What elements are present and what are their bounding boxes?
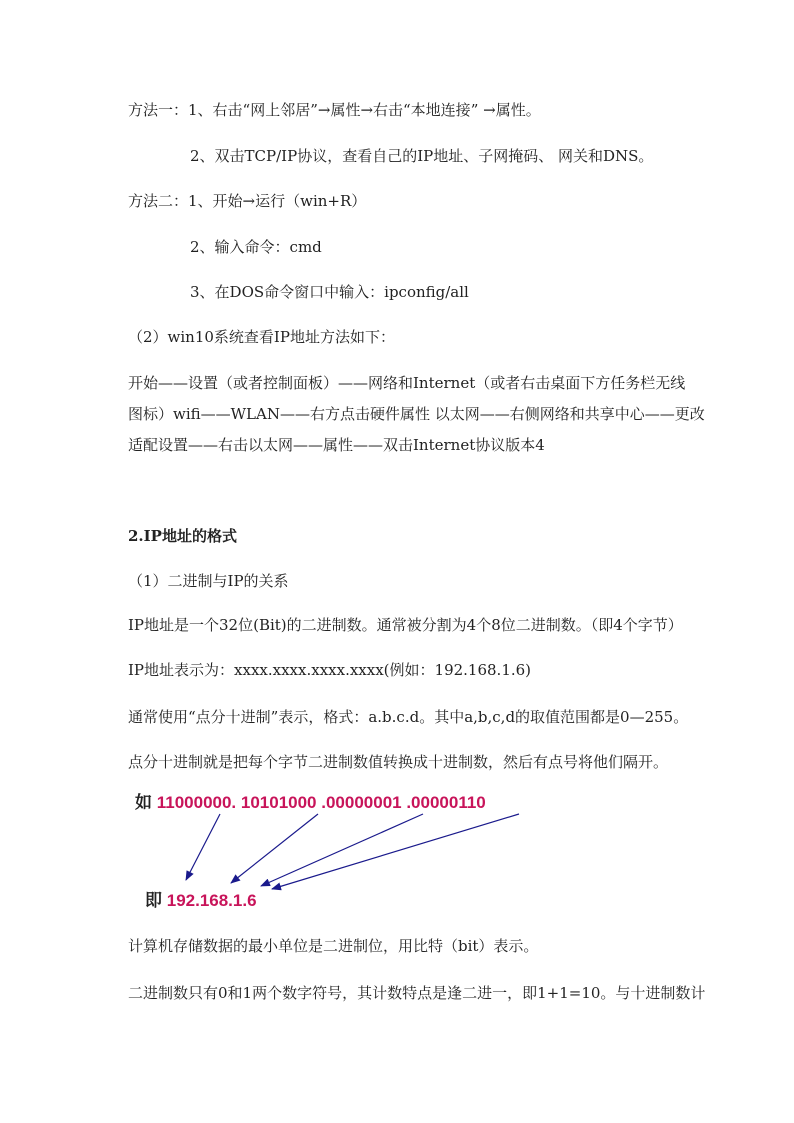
arrow-octet-2 (231, 814, 318, 883)
paragraph-ip-bits: IP地址是一个32位(Bit)的二进制数。通常被分割为4个8位二进制数。（即4个字节） (128, 616, 683, 634)
paragraph-binary-counting: 二进制数只有0和1两个数字符号，其计数特点是逢二进一，即1+1=10。与十进制数计 (128, 984, 706, 1002)
binary-example (135, 792, 486, 814)
win10-heading: （2）win10系统查看IP地址方法如下： (128, 328, 395, 346)
binary-example-label: 如 (135, 793, 152, 812)
decimal-example-label: 即 (145, 891, 162, 910)
section-subheading: （1）二进制与IP的关系 (128, 572, 289, 590)
method1-step1: 方法一：1、右击“网上邻居”→属性→右击“本地连接” →属性。 (128, 101, 541, 119)
paragraph-ip-format: IP地址表示为：xxxx.xxxx.xxxx.xxxx(例如：192.168.1.6) (128, 661, 532, 679)
method2-step1: 方法二：1、开始→运行（win+R） (128, 192, 367, 210)
win10-line2: 图标）wifi——WLAN——右方点击硬件属性 以太网——右侧网络和共享中心——更改 (128, 405, 705, 423)
method2-step2: 2、输入命令：cmd (190, 238, 322, 256)
decimal-example-value: 192.168.1.6 (166, 891, 257, 910)
arrow-octet-3 (261, 814, 423, 886)
win10-line1: 开始——设置（或者控制面板）——网络和Internet（或者右击桌面下方任务栏无线 (128, 374, 686, 392)
paragraph-dotted-decimal: 通常使用“点分十进制”表示，格式：a.b.c.d。其中a,b,c,d的取值范围都是0—255。 (128, 708, 689, 726)
binary-example-value: 11000000. 10101000 .00000001 .00000110 (156, 793, 486, 812)
method1-step2: 2、双击TCP/IP协议，查看自己的IP地址、子网掩码、 网关和DNS。 (190, 147, 654, 165)
method2-step3: 3、在DOS命令窗口中输入：ipconfig/all (190, 283, 469, 301)
decimal-example (145, 890, 257, 912)
win10-line3: 适配设置——右击以太网——属性——双击Internet协议版本4 (128, 436, 545, 454)
section-heading: 2.IP地址的格式 (128, 527, 237, 545)
paragraph-bit-unit: 计算机存储数据的最小单位是二进制位，用比特（bit）表示。 (128, 937, 539, 955)
arrow-octet-1 (186, 814, 220, 880)
arrow-octet-4 (272, 814, 519, 889)
paragraph-conversion: 点分十进制就是把每个字节二进制数值转换成十进制数，然后有点号将他们隔开。 (128, 753, 669, 771)
